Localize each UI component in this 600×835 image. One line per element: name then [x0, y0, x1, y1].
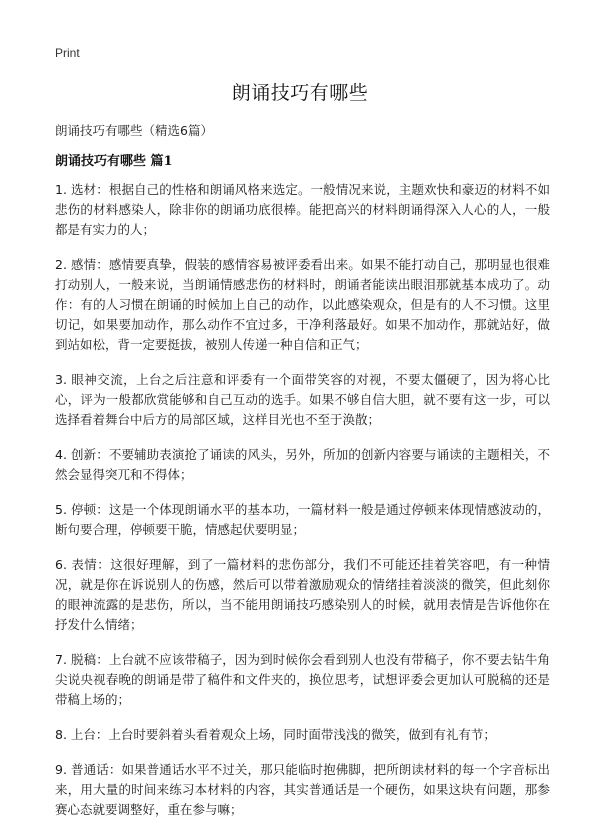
section-heading: 朗诵技巧有哪些 篇1	[55, 154, 173, 169]
document-subtitle: 朗诵技巧有哪些（精选6篇）	[55, 123, 213, 138]
paragraph-3: 3. 眼神交流，上台之后注意和评委有一个面带笑容的对视，不要太僵硬了，因为将心比心，评为一般都欣赏能够和自己互动的选手。如果不够自信大胆，就不要有这一步，可以选择看着舞台中后方的局部区域，这样目光也不至于涣散；	[55, 372, 550, 427]
paragraph-6: 6. 表情：这很好理解，到了一篇材料的悲伤部分，我们不可能还挂着笑容吧，有一种情况，就是你在诉说别人的伤感，然后可以带着激励观众的情绪挂着淡淡的微笑，但此刻你的眼神流露的是悲伤，所以，当不能用朗诵技巧感染别人的时候，就用表情是告诉他你在抒发什么情绪；	[55, 557, 550, 632]
paragraph-list	[55, 180, 550, 835]
paragraph-8: 8. 上台：上台时要斜着头看着观众上场，同时面带浅浅的微笑，做到有礼有节；	[55, 727, 496, 742]
paragraph-2: 2. 感情：感情要真挚，假装的感情容易被评委看出来。如果不能打动自己，那明显也很难打动别人，一般来说，当朗诵情感悲伤的材料时，朗诵者能读出眼泪那就基本成功了。动作：有的人习惯在朗诵的时候加上自己的动作，以此感染观众，但是有的人不习惯。这里切记，如果要加动作，那么动作不宜过多，干净利落最好。如果不加动作，那就站好，做到站如松，背一定要挺拔，被别人传递一种自信和正气；	[55, 257, 550, 352]
paragraph-7: 7. 脱稿：上台就不应该带稿子，因为到时候你会看到别人也没有带稿子，你不要去钻牛角尖说央视春晚的朗诵是带了稿件和文件夹的，换位思考，试想评委会更加认可脱稿的还是带稿上场的；	[55, 652, 550, 707]
page-title: 朗诵技巧有哪些	[231, 82, 369, 104]
paragraph-5: 5. 停顿：这是一个体现朗诵水平的基本功，一篇材料一般是通过停顿来体现情感波动的，断句要合理，停顿要干脆，情感起伏要明显；	[55, 502, 550, 537]
paragraph-9: 9. 普通话：如果普通话水平不过关，那只能临时抱佛脚，把所朗读材料的每一个字音标出来，用大量的时间来练习本材料的内容，其实普通话是一个硬伤，如果这块有问题，那参赛心态就要调整好，重在参与嘛；	[55, 762, 550, 817]
paragraph-1: 1. 选材：根据自己的性格和朗诵风格来选定。一般情况来说，主题欢快和豪迈的材料不如悲伤的材料感染人，除非你的朗诵功底很棒。能把高兴的材料朗诵得深入人心的人，一般都是有实力的人；	[55, 182, 550, 237]
paragraph-4: 4. 创新：不要辅助表演抢了诵读的风头，另外，所加的创新内容要与诵读的主题相关，不然会显得突兀和不得体；	[55, 447, 550, 482]
print-button[interactable]: Print	[55, 46, 80, 60]
